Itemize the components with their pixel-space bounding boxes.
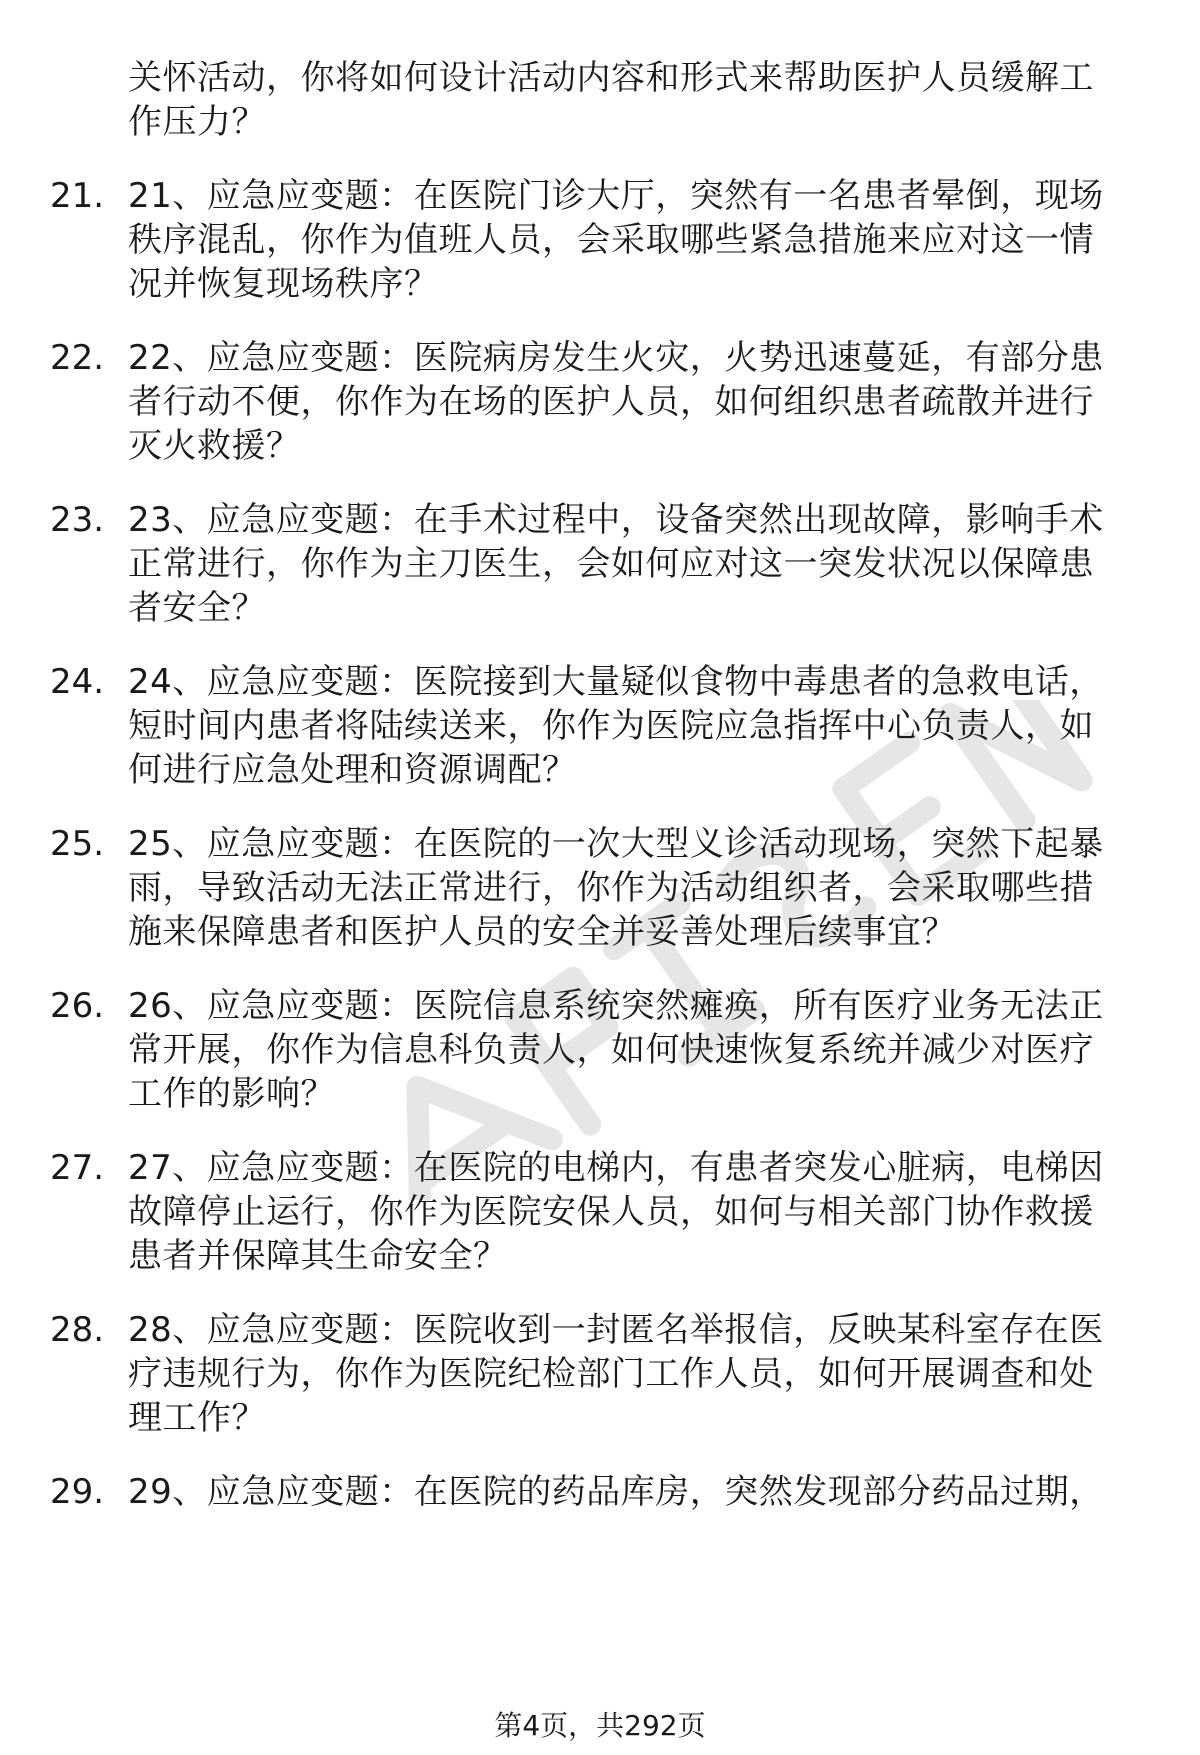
item-number-28: 28. <box>50 1310 105 1350</box>
item-number-26: 26. <box>50 986 105 1026</box>
item-number-22: 22. <box>50 338 105 378</box>
item-26-line-3: 工作的影响？ <box>128 1074 335 1114</box>
item-number-25: 25. <box>50 824 105 864</box>
item-25-line-3: 施来保障患者和医护人员的安全并妥善处理后续事宜？ <box>128 912 956 952</box>
item-22-line-1: 22、应急应变题：医院病房发生火灾，火势迅速蔓延，有部分患 <box>128 338 1104 378</box>
item-26-line-1: 26、应急应变题：医院信息系统突然瘫痪，所有医疗业务无法正 <box>128 986 1104 1026</box>
intro-line-2: 作压力？ <box>128 102 266 142</box>
page-number-footer: 第4页，共292页 <box>494 1709 706 1742</box>
item-21-line-2: 秩序混乱，你作为值班人员，会采取哪些紧急措施来应对这一情 <box>128 220 1094 260</box>
item-23-line-1: 23、应急应变题：在手术过程中，设备突然出现故障，影响手术 <box>128 500 1104 540</box>
item-28-line-1: 28、应急应变题：医院收到一封匿名举报信，反映某科室存在医 <box>128 1310 1104 1350</box>
intro-line-1: 关怀活动，你将如何设计活动内容和形式来帮助医护人员缓解工 <box>128 58 1094 98</box>
item-27-line-1: 27、应急应变题：在医院的电梯内，有患者突发心脏病，电梯因 <box>128 1148 1104 1188</box>
item-number-21: 21. <box>50 176 105 216</box>
item-24-line-1: 24、应急应变题：医院接到大量疑似食物中毒患者的急救电话， <box>128 662 1104 702</box>
item-number-29: 29. <box>50 1472 105 1512</box>
item-28-line-2: 疗违规行为，你作为医院纪检部门工作人员，如何开展调查和处 <box>128 1354 1094 1394</box>
item-23-line-3: 者安全？ <box>128 588 266 628</box>
item-29-line-1: 29、应急应变题：在医院的药品库房，突然发现部分药品过期， <box>128 1472 1104 1512</box>
item-25-line-1: 25、应急应变题：在医院的一次大型义诊活动现场，突然下起暴 <box>128 824 1104 864</box>
item-26-line-2: 常开展，你作为信息科负责人，如何快速恢复系统并减少对医疗 <box>128 1030 1094 1070</box>
item-25-line-2: 雨，导致活动无法正常进行，你作为活动组织者，会采取哪些措 <box>128 868 1094 908</box>
item-24-line-2: 短时间内患者将陆续送来，你作为医院应急指挥中心负责人，如 <box>128 706 1094 746</box>
item-23-line-2: 正常进行，你作为主刀医生，会如何应对这一突发状况以保障患 <box>128 544 1094 584</box>
item-28-line-3: 理工作？ <box>128 1398 266 1438</box>
item-number-23: 23. <box>50 500 105 540</box>
item-27-line-3: 患者并保障其生命安全？ <box>128 1236 508 1276</box>
item-number-24: 24. <box>50 662 105 702</box>
item-24-line-3: 何进行应急处理和资源调配？ <box>128 750 577 790</box>
item-21-line-3: 况并恢复现场秩序？ <box>128 264 439 304</box>
item-22-line-3: 灭火救援？ <box>128 426 301 466</box>
item-22-line-2: 者行动不便，你作为在场的医护人员，如何组织患者疏散并进行 <box>128 382 1094 422</box>
item-27-line-2: 故障停止运行，你作为医院安保人员，如何与相关部门协作救援 <box>128 1192 1094 1232</box>
item-21-line-1: 21、应急应变题：在医院门诊大厅，突然有一名患者晕倒，现场 <box>128 176 1104 216</box>
item-number-27: 27. <box>50 1148 105 1188</box>
